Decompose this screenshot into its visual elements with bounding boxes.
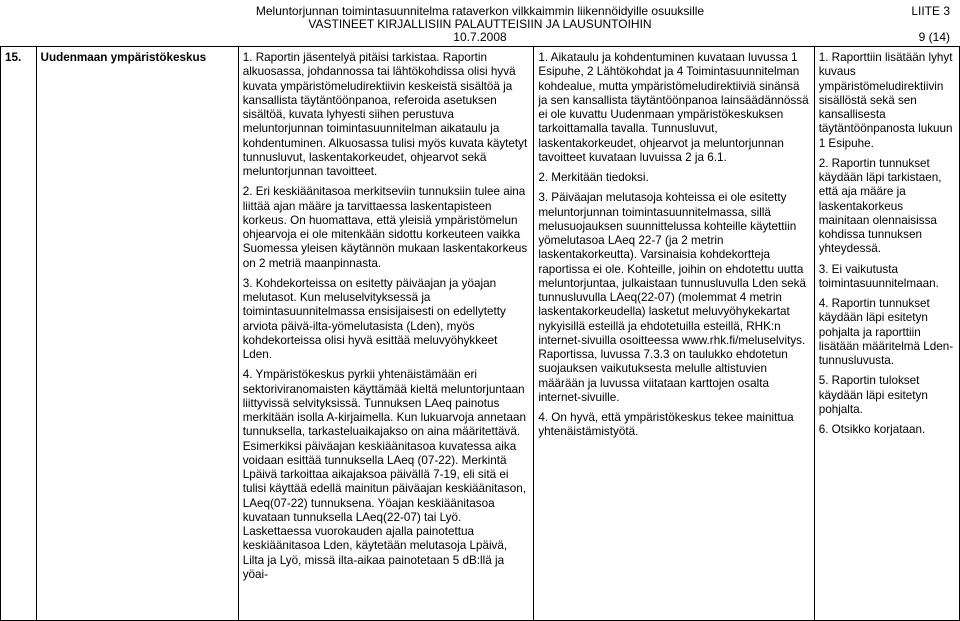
action-cell — [814, 47, 959, 621]
action-paragraph-1: 1. Raporttiin lisätään lyhyt kuvaus ympäristömeludirektiivin sisällöstä sekä sen kansallisesta täytäntöönpanosta lukuun 1 Esipuhe. — [818, 51, 953, 150]
feedback-table — [0, 46, 960, 621]
action-paragraph-3: 3. Ei vaikutusta toimintasuunnitelmaan. — [818, 262, 939, 290]
response-paragraph-2: 2. Merkitään tiedoksi. — [538, 171, 649, 184]
row-number: 15. — [1, 47, 37, 621]
document-date: 10.7.2008 — [453, 30, 507, 44]
comment-paragraph-4: 4. Ympäristökeskus pyrkii yhtenäistämään eri sektoriviranomaisten käyttämää kieltä meluntorjuntaan liittyvissä selvityksissä. Tunnuksen LAeq painotus merkitään isolla A-kirjaimella. Kun lukuarvoja annetaan tunnuksella, tarkasteluaikajakso on aina määritettävä. Esimerkiksi päiväajan keskiäänitasoa kuvatessa aika voidaan esittää tunnuksella LAeq (07-22). Merkintä Lpäivä tarkoittaa aikajaksoa päivällä 7-19, eli sitä ei tulisi käyttää edellä mainitun päiväajan keskiäänitason, LAeq(07-22) tunnuksena. Yöajan keskiäänitasoa kuvataan tunnuksella LAeq(22-07) tai Lyö. Laskettaessa vuorokauden ajalla painotettua keskiäänitasoa Lden, käytetään melutasoja Lpäivä, Lilta ja Lyö, missä ilta-aikaa painotetaan 5 dB:llä ja yöai- — [242, 368, 526, 581]
appendix-label: LIITE 3 — [911, 4, 950, 18]
document-subtitle: VASTINEET KIRJALLISIIN PALAUTTEISIIN JA LAUSUNTOIHIN — [308, 17, 652, 31]
response-cell — [534, 47, 814, 621]
comment-paragraph-1: 1. Raportin jäsentelyä pitäisi tarkistaa. Raportin alkuosassa, johdannossa tai lähtökohdissa olisi hyvä kuvata ympäristömeludirektiivin keskeistä sisältöä ja kansallista täytäntöönpanoa, referoida asetuksen sisältöä, kuvata lyhyesti siihen perustuva meluntorjunnan toimintasuunnitelman aikataulu ja kohdentuminen. Alkuosassa tulisi myös kuvata käytetyt tunnusluvut, laskentakorkeudet, ohjearvot sekä meluntorjunnan tavoitteet. — [242, 51, 528, 178]
response-paragraph-1: 1. Aikataulu ja kohdentuminen kuvataan luvussa 1 Esipuhe, 2 Lähtökohdat ja 4 Toimintasuunnitelman kohdealue, mutta ympäristömeludirektiiviä sinänsä ja sen kansallista täytäntöönpanoa lainsäädännössä ei ole kuvattu Uudenmaan ympäristökeskuksen tarkoittamalla tavalla. Tunnusluvut, laskentakorkeudet, ohjearvot ja meluntorjunnan tavoitteet kuvataan luvuissa 2 ja 6.1. — [538, 51, 809, 164]
response-paragraph-4: 4. On hyvä, että ympäristökeskus tekee mainittua yhtenäistämistyötä. — [538, 411, 794, 439]
comment-paragraph-2: 2. Eri keskiäänitasoa merkitseviin tunnuksiin tulee aina liittää ajan määre ja tarvittaessa laskentapisteen korkeus. On huomattava, että yleisiä ympäristömelun ohjearvoja ei ole mitenkään sidottu korkeuteen vaikka Suomessa yleisen käytännön mukaan laskentakorkeus on 2 metriä maanpinnasta. — [242, 185, 528, 270]
action-paragraph-5: 5. Raportin tulokset käydään läpi esitetyn pohjalta. — [818, 374, 928, 416]
action-paragraph-2: 2. Raportin tunnukset käydään läpi tarkistaen, että aja määre ja laskentakorkeus mainitaan olennaisissa kohdissa tunnuksen yhteydessä. — [818, 156, 942, 256]
table-row — [1, 47, 960, 621]
response-paragraph-3: 3. Päiväajan melutasoja kohteissa ei ole esitetty meluntorjunnan toimintasuunnitelmassa, sillä melusuojauksen suunnittelussa kohteille käytettiin yömelutasoa LAeq 22-7 (ja 2 metrin laskentakorkeutta). Varsinaisia kohdekortteja raportissa ei ole. Kohteille, joihin on ehdotettu uutta meluntorjuntaa, julkaistaan tunnusluvulla Lden sekä tunnusluvulla LAeq(22-07) (molemmat 4 metrin laskentakorkeudella) lasketut meluvyöhykekartat nykyisillä esteillä ja ehdotetuilla esteillä, RHK:n internet-sivuilla osoitteessa www.rhk.fi/meluselvitys. Raportissa, luvussa 7.3.3 on taulukko ehdotetun suojauksen vaikutuksesta melulle altistuvien määrään ja luvussa viitataan karttojen osalta internet-sivuille. — [538, 191, 807, 404]
action-paragraph-6: 6. Otsikko korjataan. — [818, 423, 926, 436]
page-number: 9 (14) — [918, 30, 950, 44]
comment-paragraph-3: 3. Kohdekorteissa on esitetty päiväajan ja yöajan melutasot. Kun meluselvityksessä ja toimintasuunnitelmassa ensisijaisesti on edellytetty arviota päivä-ilta-yömelutasista (Lden), myös kohdekorteissa olisi hyvä esittää meluvyöhykkeet Lden. — [242, 276, 506, 361]
action-paragraph-4: 4. Raportin tunnukset käydään läpi esitetyn pohjalta ja raporttiin lisätään määritelmä Lden-tunnusluvusta. — [818, 297, 954, 367]
document-title: Meluntorjunnan toimintasuunnitelma rataverkon vilkkaimmin liikennöidyille osuuksille — [255, 4, 705, 18]
commenter-name: Uudenmaan ympäristökeskus — [36, 47, 238, 621]
comment-cell — [238, 47, 534, 621]
